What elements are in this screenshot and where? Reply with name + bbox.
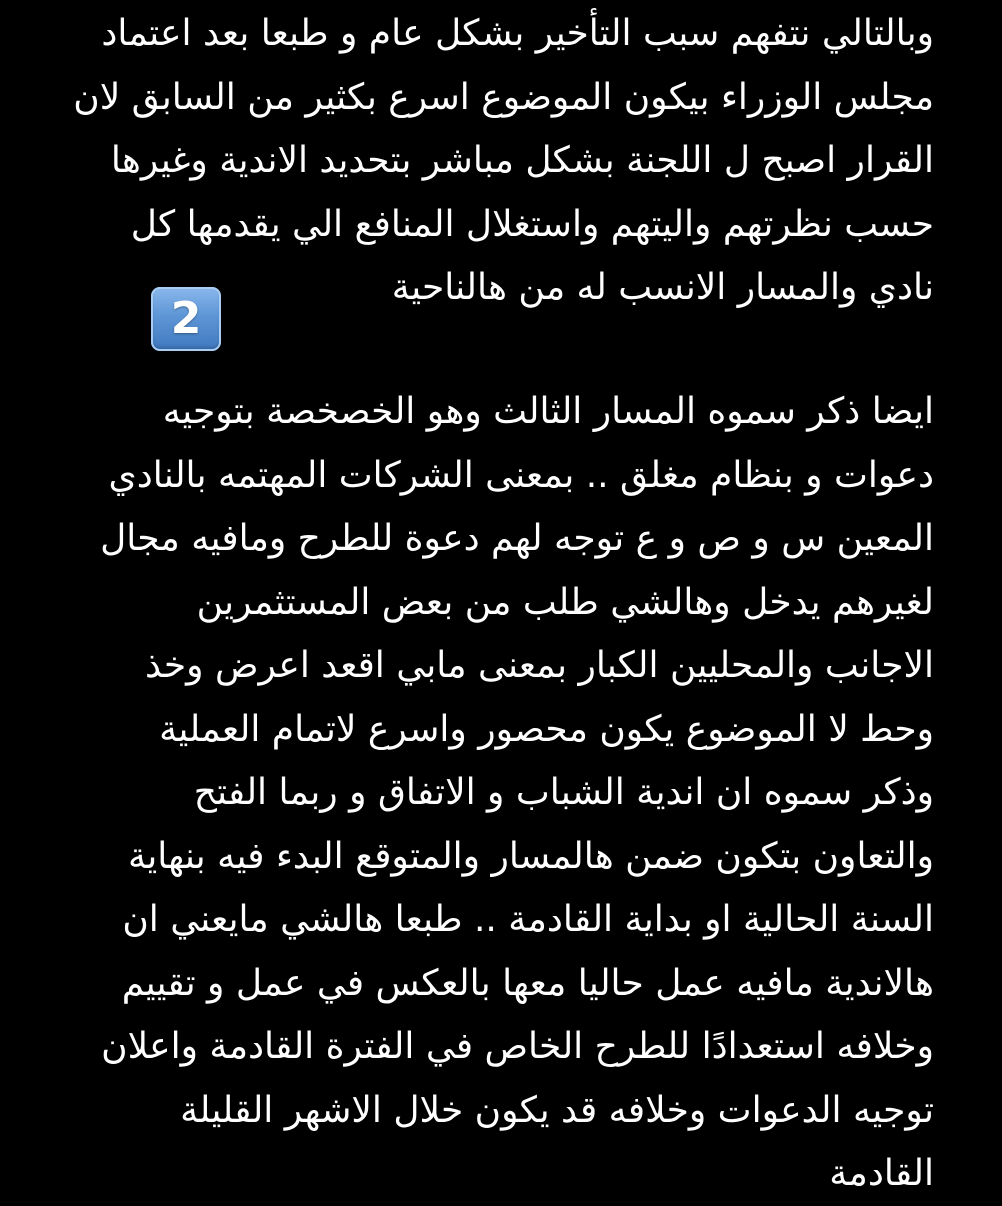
text-line: حسب نظرتهم واليتهم واستغلال المنافع الي يقدمها كل [130,203,934,245]
text-line: مجلس الوزراء بيكون الموضوع اسرع بكثير من السابق لان [73,76,934,118]
text-line: لغيرهم يدخل وهالشي طلب من بعض المستثمرين [196,581,934,623]
text-line: هالاندية مافيه عمل حاليا معها بالعكس في عمل و تقييم [121,962,934,1004]
keycap-digit-two-icon [151,287,221,351]
text-line: وبالتالي نتفهم سبب التأخير بشكل عام و طبعا بعد اعتماد [101,13,934,54]
paragraph-2 [60,380,934,1206]
text-line: القادمة [829,1153,934,1194]
text-line: والتعاون بتكون ضمن هالمسار والمتوقع البدء فيه بنهاية [127,835,934,877]
keycap-number: 2 [170,293,202,344]
text-line: الاجانب والمحليين الكبار بمعنى مابي اقعد اعرض وخذ [145,645,934,686]
text-line: القرار اصبح ل اللجنة بشكل مباشر بتحديد الاندية وغيرها [110,140,934,181]
text-line: نادي والمسار الانسب له من هالناحية [391,267,934,308]
text-line: ايضا ذكر سموه المسار الثالث وهو الخصخصة بتوجيه [162,391,934,432]
paragraph-1 [60,2,934,320]
text-line: المعين س و ص و ع توجه لهم دعوة للطرح ومافيه مجال [100,518,934,559]
text-line: وحط لا الموضوع يكون محصور واسرع لاتمام العملية [159,708,934,750]
text-line: وذكر سموه ان اندية الشباب و الاتفاق و ربما الفتح [193,772,934,813]
text-line: السنة الحالية او بداية القادمة .. طبعا هالشي مايعني ان [122,899,934,940]
text-line: وخلافه استعدادًا للطرح الخاص في الفترة القادمة واعلان [101,1026,934,1067]
text-line: دعوات و بنظام مغلق .. بمعنى الشركات المهتمه بالنادي [108,454,934,496]
text-line: توجيه الدعوات وخلافه قد يكون خلال الاشهر القليلة [180,1089,934,1131]
